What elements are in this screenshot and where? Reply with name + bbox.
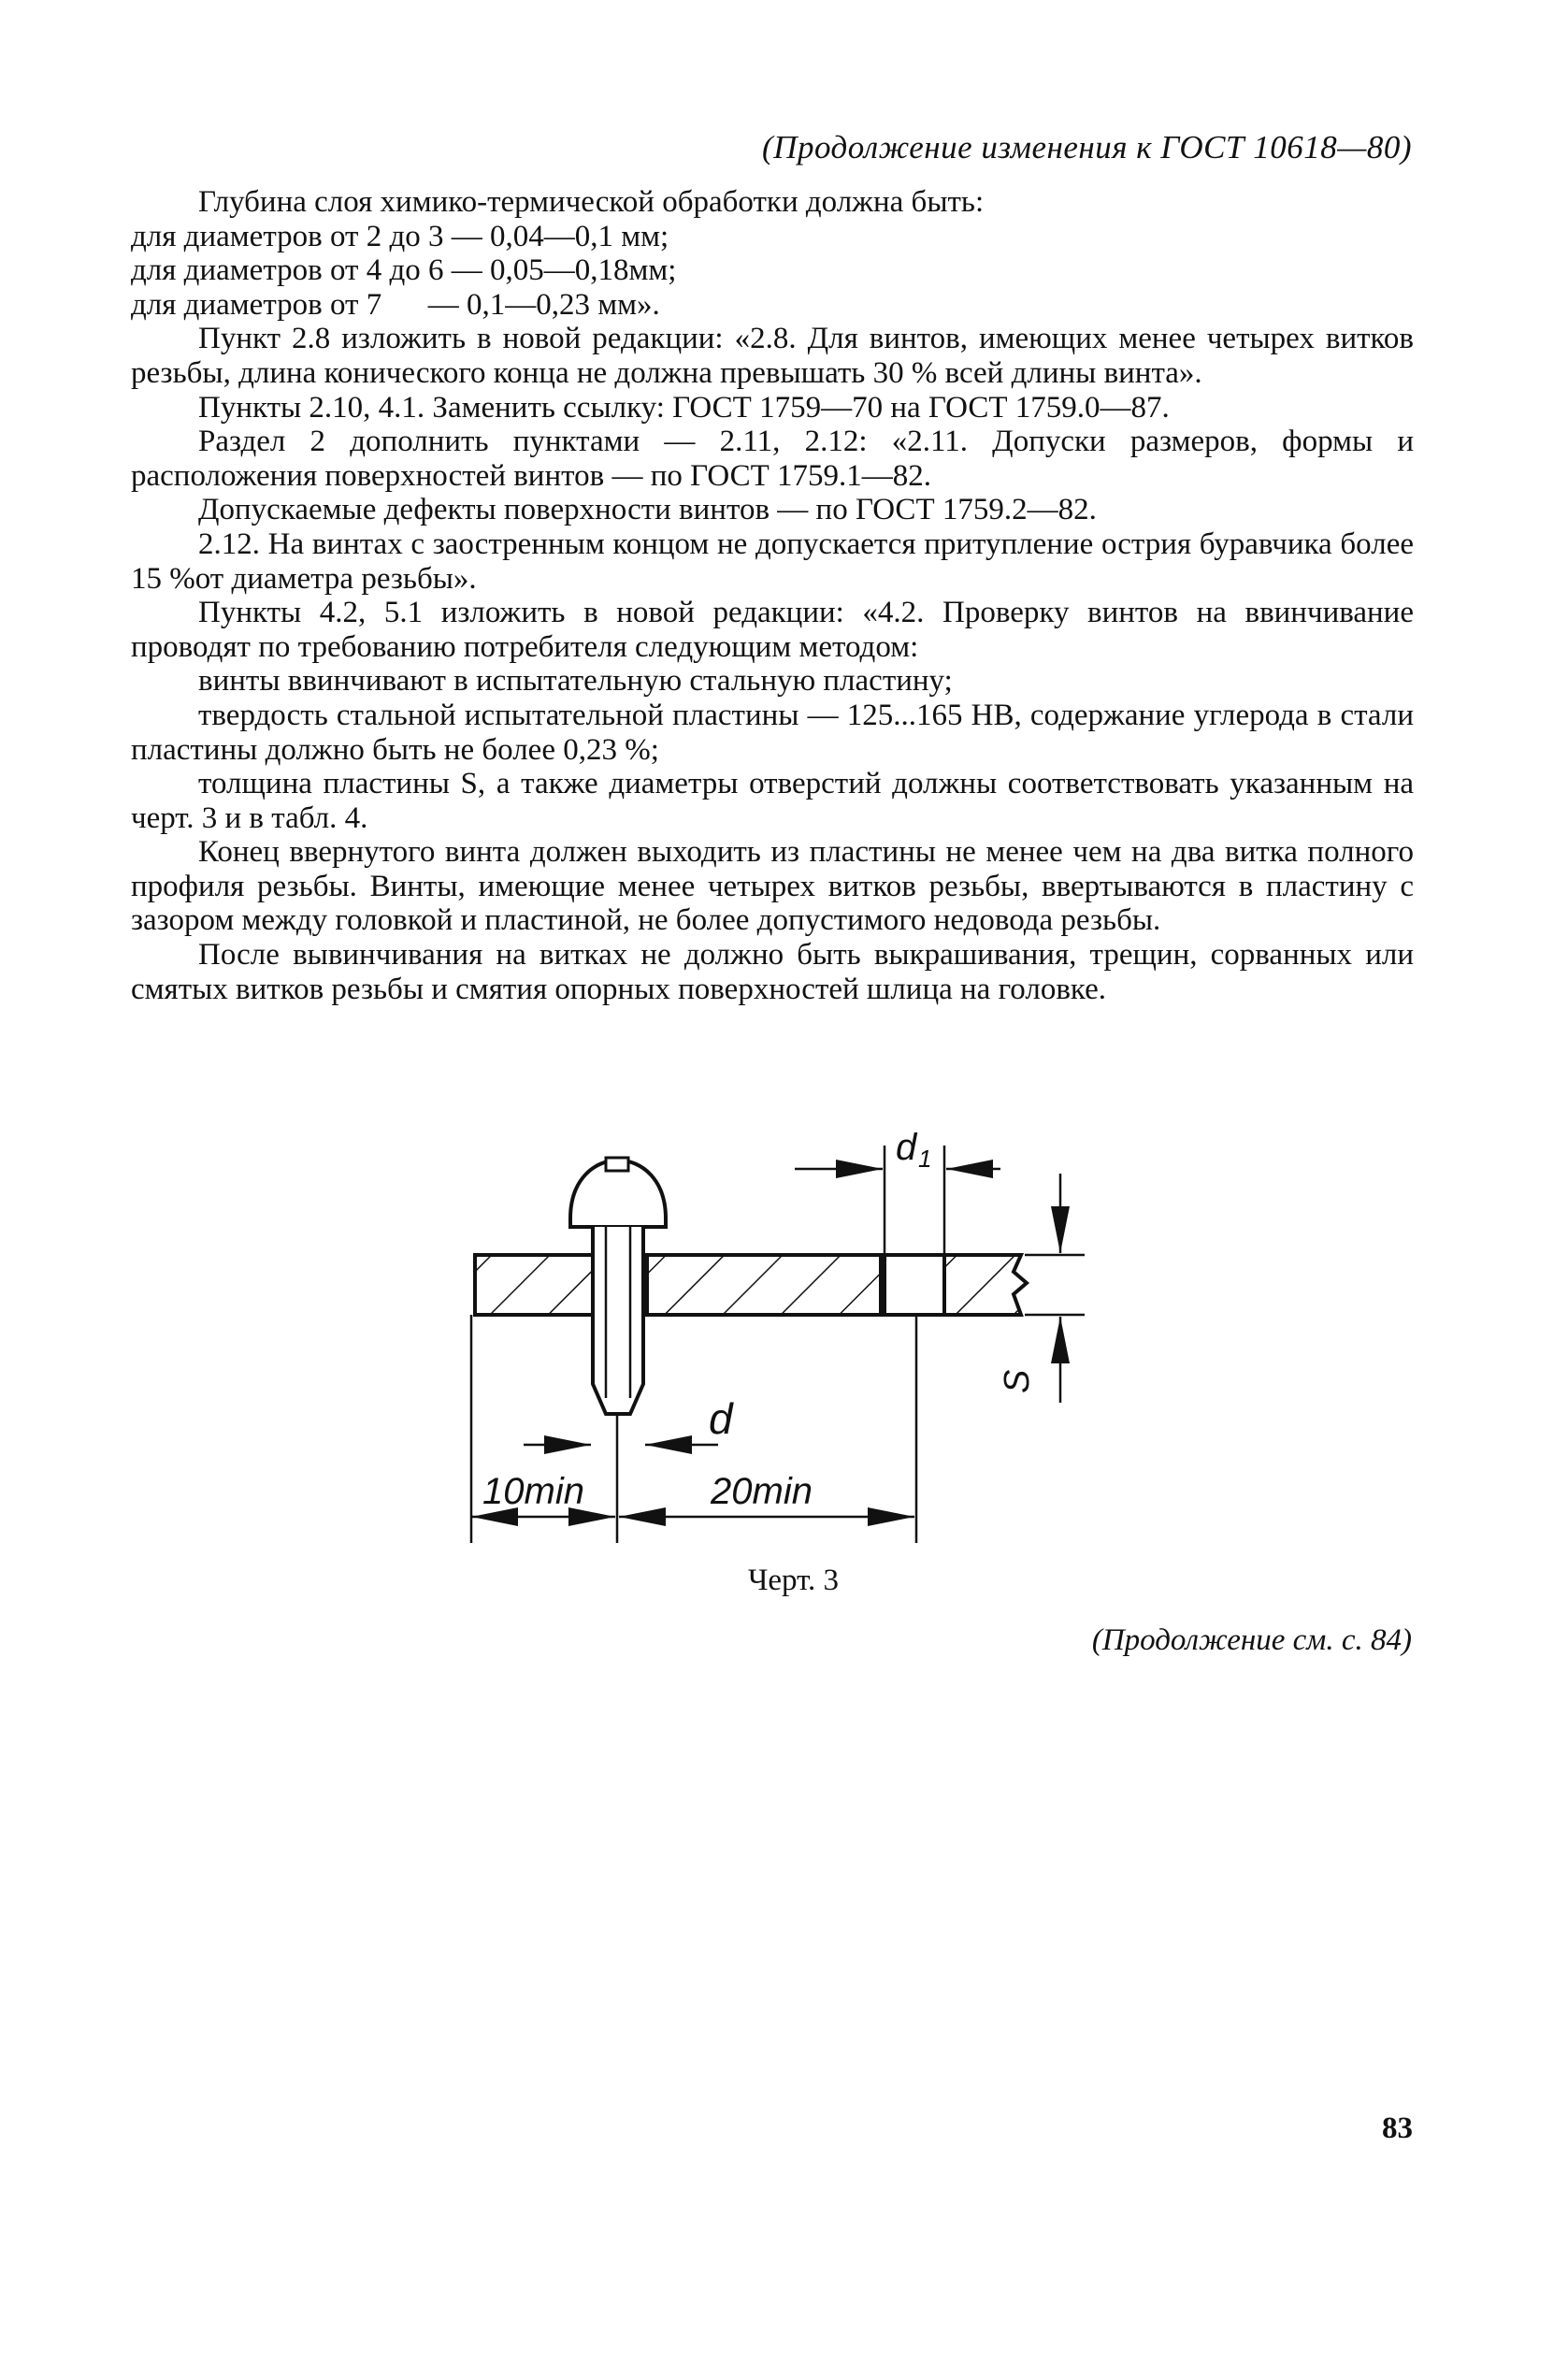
paragraph: Пункт 2.8 изложить в новой редакции: «2.8. Для винтов, имеющих менее четырех витков резьбы, длина конического конца не должна превышать 30 % всей длины винта». [131,322,1414,390]
paragraph: твердость стальной испытательной пластины — 125...165 HB, содержание углерода в стали пластины должно быть не более 0,23 %; [131,698,1414,767]
continuation-note: (Продолжение см. с. 84) [1091,1623,1412,1657]
paragraph: Допускаемые дефекты поверхности винтов — по ГОСТ 1759.2—82. [198,493,1097,527]
label-d: d [709,1394,733,1443]
figure-caption: Черт. 3 [747,1564,840,1597]
paragraph: Глубина слоя химико-термической обработки должна быть: [198,185,985,219]
paragraph: Раздел 2 дополнить пунктами — 2.11, 2.12: «2.11. Допуски размеров, формы и расположения поверхностей винтов — по ГОСТ 1759.1—82. [131,425,1414,493]
paragraph: После вывинчивания на витках не должно быть выкрашивания, трещин, сорванных или смятых витков резьбы и смятия опорных поверхностей шлица на головке. [131,938,1414,1006]
label-20min: 20min [711,1471,813,1512]
test-plate [475,1255,1027,1315]
running-header: (Продолжение изменения к ГОСТ 10618—80) [762,129,1412,166]
paragraph: для диаметров от 2 до 3 — 0,04—0,1 мм; [131,219,669,253]
label-s: S [998,1369,1037,1393]
page-number: 83 [1382,2112,1413,2145]
paragraph: 2.12. На винтах с заостренным концом не допускается притупление острия буравчика более 15 %от диаметра резьбы». [131,526,1414,596]
paragraph: для диаметров от 4 до 6 — 0,05—0,18мм; [131,253,677,288]
label-d1: d [896,1127,917,1168]
label-d1-subscript: 1 [918,1145,932,1173]
paragraph: Пункты 2.10, 4.1. Заменить ссылку: ГОСТ 1759—70 на ГОСТ 1759.0—87. [198,390,1170,425]
paragraph: Конец ввернутого винта должен выходить из пластины не менее чем на два витка полного профиля резьбы. Винты, имеющие менее четырех витков резьбы, ввертываются в пластину с зазором между головкой и пластиной, не более допустимого недовода резьбы. [131,835,1414,938]
label-10min: 10min [482,1471,584,1512]
paragraph: Пункты 4.2, 5.1 изложить в новой редакции: «4.2. Проверку винтов на ввинчивание проводят по требованию потребителя следующим методом: [131,596,1414,664]
paragraph: винты ввинчивают в испытательную стальную пластину; [198,664,953,699]
dimension-lines [471,1169,1060,1517]
paragraph: для диаметров от 7 — 0,1—0,23 мм». [131,287,660,322]
paragraph: толщина пластины S, а также диаметры отверстий должны соответствовать указанным на черт. 3 и в табл. 4. [131,767,1414,835]
